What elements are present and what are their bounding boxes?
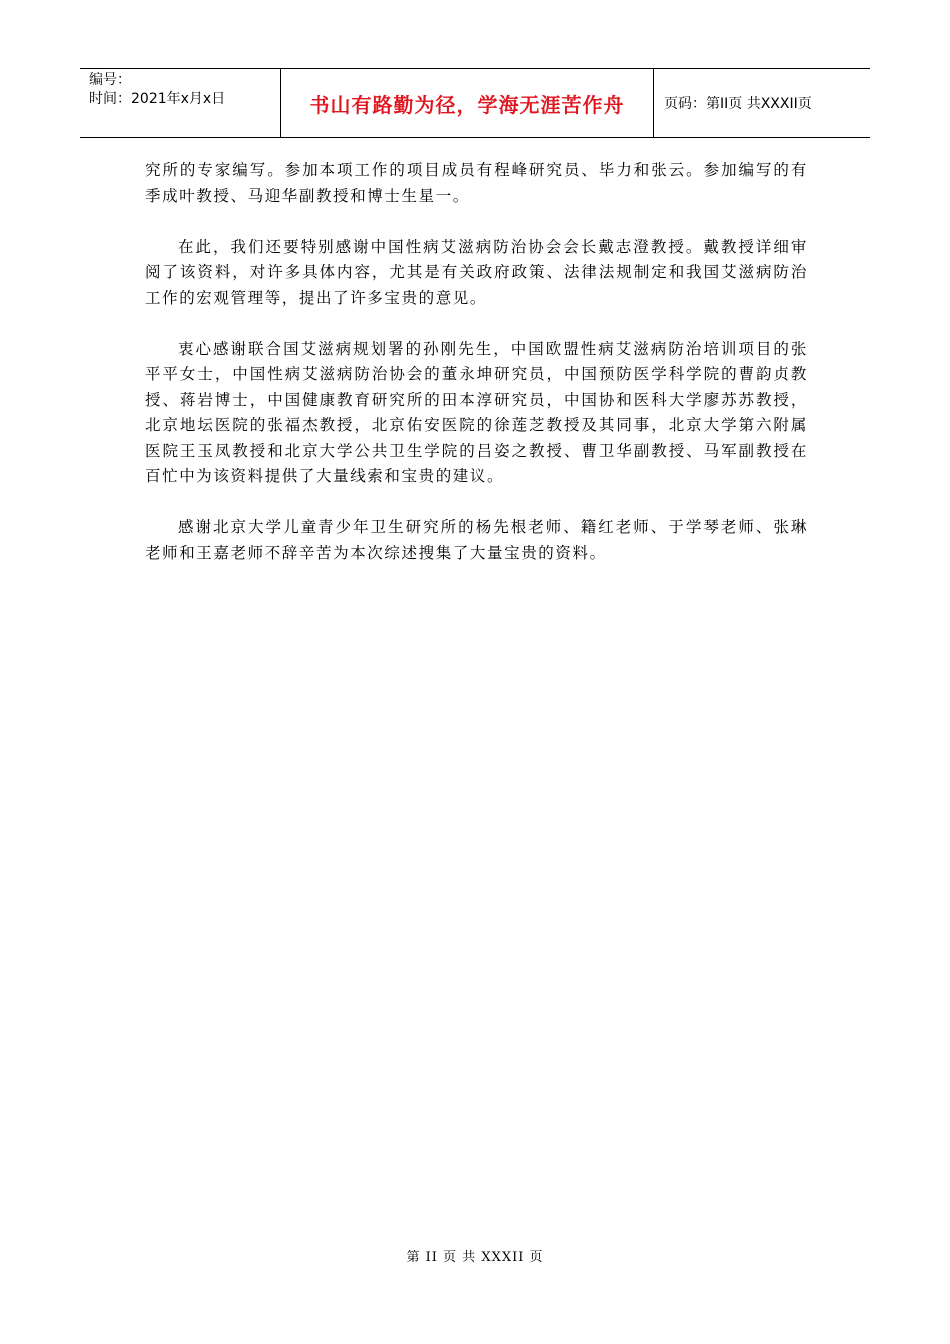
- paragraph-3: 衷心感谢联合国艾滋病规划署的孙刚先生，中国欧盟性病艾滋病防治培训项目的张平平女士，中国性病艾滋病防治协会的董永坤研究员，中国预防医学科学院的曹韵贞教授、蒋岩博士，中国健康教育研究所的田本淳研究员，中国协和医科大学廖苏苏教授，北京地坛医院的张福杰教授，北京佑安医院的徐莲芝教授及其同事，北京大学第六附属医院王玉凤教授和北京大学公共卫生学院的吕姿之教授、曹卫华副教授、马军副教授在百忙中为该资料提供了大量线索和宝贵的建议。: [145, 339, 808, 485]
- page-footer: 第 II 页 共 XXXII 页: [406, 1250, 544, 1265]
- paragraph-2: 在此，我们还要特别感谢中国性病艾滋病防治协会会长戴志澄教授。戴教授详细审阅了该资料，对许多具体内容，尤其是有关政府政策、法律法规制定和我国艾滋病防治工作的宏观管理等，提出了许多宝贵的意见。: [145, 237, 808, 307]
- header-motto: 书山有路勤为径，学海无涯苦作舟: [281, 69, 654, 137]
- paragraph-1: 究所的专家编写。参加本项工作的项目成员有程峰研究员、毕力和张云。参加编写的有季成叶教授、马迎华副教授和博士生星一。: [145, 161, 808, 205]
- header-page-info: 页码：第II页 共XXXII页: [664, 96, 812, 112]
- header-meta: [80, 69, 281, 137]
- document-body: [145, 158, 808, 592]
- page-header: [80, 68, 870, 138]
- document-date-label: 时间：2021年x月x日: [89, 91, 226, 107]
- paragraph-4: 感谢北京大学儿童青少年卫生研究所的杨先根老师、籍红老师、于学琴老师、张琳老师和王嘉老师不辞辛苦为本次综述搜集了大量宝贵的资料。: [145, 518, 808, 562]
- document-number-label: 编号：: [89, 72, 131, 88]
